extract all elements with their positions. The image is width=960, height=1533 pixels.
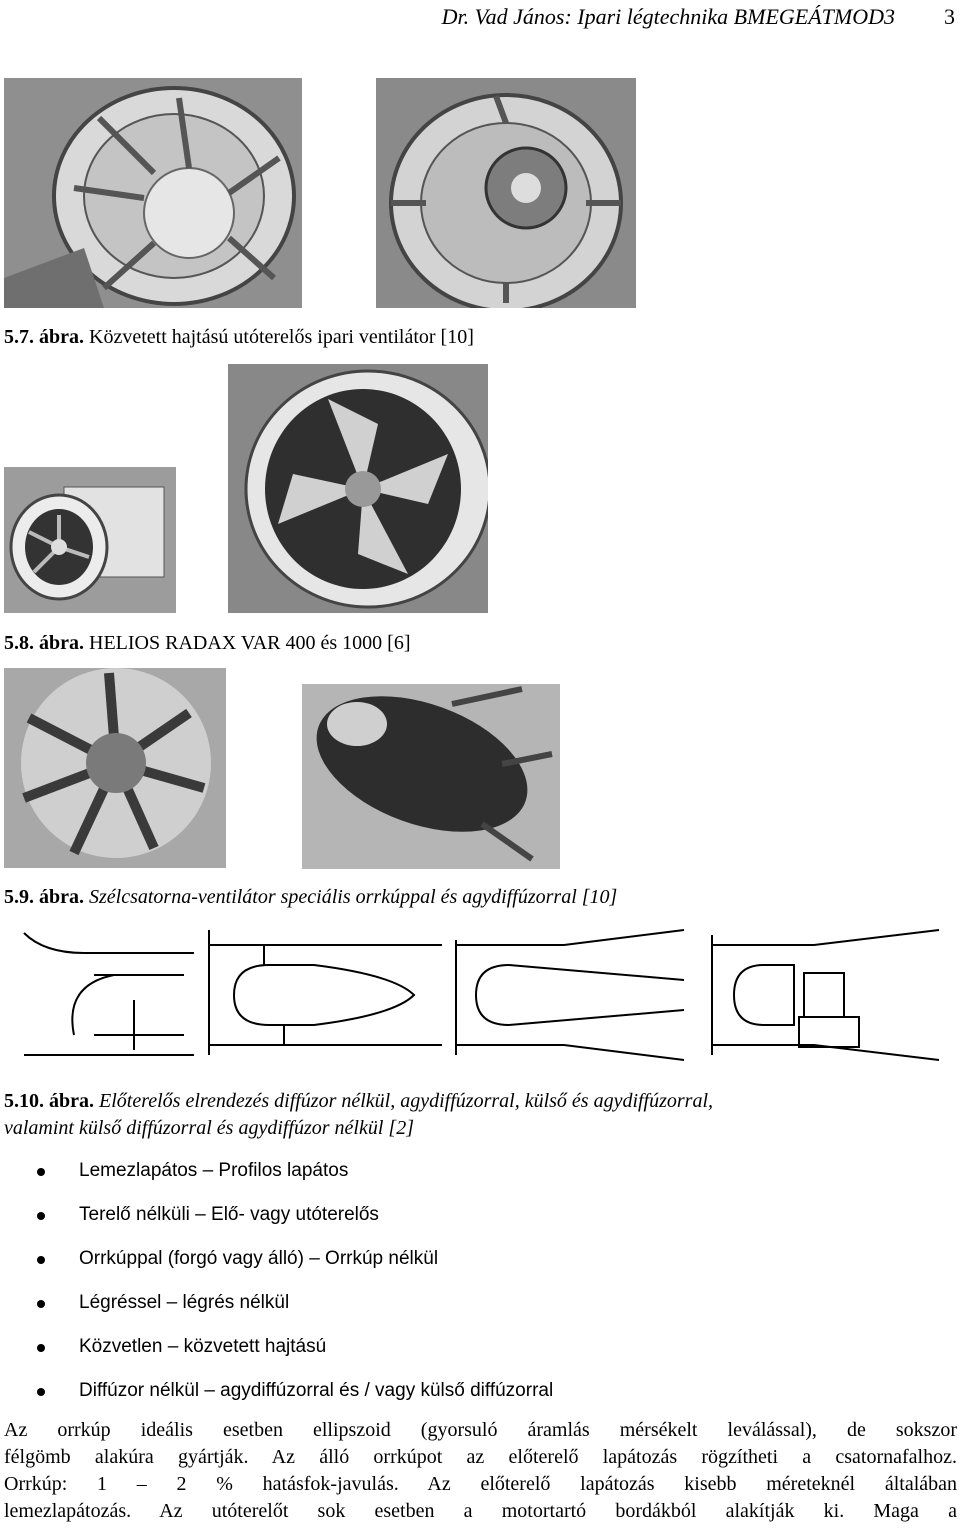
- list-item: Légréssel – légrés nélkül: [0, 1289, 960, 1333]
- body-paragraph: Az orrkúp ideális esetben ellipszoid (gyorsuló áramlás mérsékelt leválással), de sokszor félgömb alakúra gyártják. Az álló orrkúpot az előterelő lapátozás rögzítheti a csatornafalhoz. Orrkúp: 1 – 2 % hatásfok-javulás. Az előterelő lapátozás kisebb méreteknél általában lemezlapátozás. Az utóterelőt sok esetben a motortartó bordákból alakítják ki. Maga a: [4, 1419, 957, 1522]
- bullet-icon: [37, 1212, 45, 1220]
- figure-5-7-caption: 5.7. ábra. Közvetett hajtású utóterelős ipari ventilátor [10]: [4, 326, 474, 348]
- diagram-hub-diffuser: [209, 930, 442, 1055]
- arrangement-diagrams: [4, 925, 944, 1065]
- figure-5-9-caption: 5.9. ábra. Szélcsatorna-ventilátor speciális orrkúppal és agydiffúzorral [10]: [4, 886, 618, 908]
- list-item: Lemezlapátos – Profilos lapátos: [0, 1157, 960, 1201]
- bullet-icon: [37, 1388, 45, 1396]
- bullet-icon: [37, 1344, 45, 1352]
- bullet-icon: [37, 1168, 45, 1176]
- list-item: Orrkúppal (forgó vagy álló) – Orrkúp nélkül: [0, 1245, 960, 1289]
- helios-400-photo: [4, 467, 176, 613]
- fan-photo-2: [376, 78, 636, 308]
- fan-photo-1: [4, 78, 302, 308]
- page-header: [0, 4, 955, 30]
- bullet-icon: [37, 1256, 45, 1264]
- wind-tunnel-fan-photo: [4, 668, 226, 868]
- page-number: 3: [944, 4, 955, 29]
- nose-cone-photo: [302, 684, 560, 869]
- helios-1000-photo: [228, 364, 488, 613]
- list-item: Terelő nélküli – Elő- vagy utóterelős: [0, 1201, 960, 1245]
- bullet-icon: [37, 1300, 45, 1308]
- diagram-outer-and-hub-diffuser: [456, 930, 684, 1060]
- diagram-no-diffuser: [24, 933, 194, 1055]
- header-title: Dr. Vad János: Ipari légtechnika BMEGEÁTMOD3: [441, 4, 895, 29]
- diagram-outer-diffuser: [712, 930, 939, 1060]
- list-item: Közvetlen – közvetett hajtású: [0, 1333, 960, 1377]
- list-item: Diffúzor nélkül – agydiffúzorral és / vagy külső diffúzorral: [0, 1377, 960, 1421]
- figure-5-8-caption: 5.8. ábra. HELIOS RADAX VAR 400 és 1000 [6]: [4, 632, 411, 654]
- figure-5-10-caption: 5.10. ábra. Előterelős elrendezés diffúzor nélkül, agydiffúzorral, külső és agydiffúzorral, valamint külső diffúzorral és agydiffúzor nélkül [2]: [4, 1090, 714, 1139]
- fan-types-list: [0, 1157, 960, 1421]
